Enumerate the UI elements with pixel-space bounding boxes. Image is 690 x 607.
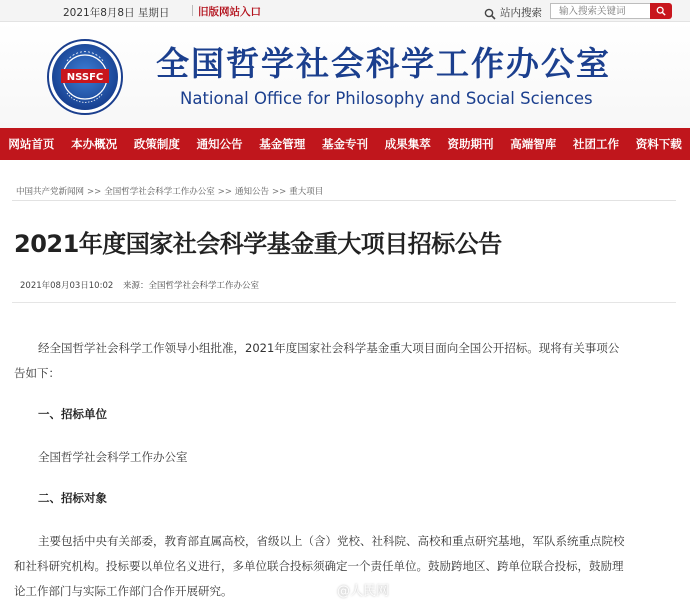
search-button[interactable] xyxy=(650,3,672,19)
breadcrumb xyxy=(16,185,323,197)
top-bar xyxy=(0,0,690,22)
article-title: 2021年度国家社会科学基金重大项目招标公告 xyxy=(14,230,502,258)
weibo-icon xyxy=(315,583,333,597)
section-heading-bidding-unit: 一、招标单位 xyxy=(38,407,107,421)
search-button-icon xyxy=(656,6,666,16)
weibo-watermark xyxy=(315,580,389,599)
nav-item-fund-management[interactable]: 基金管理 xyxy=(259,137,306,151)
nav-item-notices[interactable]: 通知公告 xyxy=(196,137,243,151)
nav-item-about[interactable]: 本办概况 xyxy=(71,137,118,151)
search-input[interactable] xyxy=(550,3,653,19)
breadcrumb-item[interactable]: 全国哲学社会科学工作办公室 xyxy=(104,187,215,197)
breadcrumb-separator: >> xyxy=(272,187,287,197)
nav-item-fund-issue[interactable]: 基金专刊 xyxy=(322,137,369,151)
nssfc-logo[interactable] xyxy=(47,39,123,115)
logo-text: NSSFC xyxy=(66,72,104,83)
site-title-english: National Office for Philosophy and Social Sciences xyxy=(180,89,593,108)
current-date: 2021年8月8日 星期日 xyxy=(63,7,170,19)
nav-item-policy[interactable]: 政策制度 xyxy=(133,137,180,151)
nav-item-achievements[interactable]: 成果集萃 xyxy=(384,137,431,151)
breadcrumb-separator: >> xyxy=(87,187,102,197)
nav-item-downloads[interactable]: 资料下载 xyxy=(635,137,682,151)
source-label: 来源： xyxy=(122,281,149,291)
meta-divider xyxy=(12,302,676,303)
article-meta xyxy=(20,279,259,291)
breadcrumb-item[interactable]: 中国共产党新闻网 xyxy=(16,187,85,197)
section-body-line-2: 和社科研究机构。投标要以单位名义进行，多单位联合投标须确定一个责任单位。鼓励跨地区、跨单位联合投标，鼓励理 xyxy=(14,559,624,573)
main-nav xyxy=(0,128,690,160)
section-body-line-1: 主要包括中央有关部委，教育部直属高校，省级以上（含）党校、社科院、高校和重点研究基地，军队系统重点院校 xyxy=(38,534,625,548)
nav-item-associations[interactable]: 社团工作 xyxy=(572,137,619,151)
breadcrumb-divider xyxy=(12,200,676,201)
site-header xyxy=(0,22,690,128)
intro-paragraph-line-1: 经全国哲学社会科学工作领导小组批准，2021年度国家社会科学基金重大项目面向全国公开招标。现将有关事项公 xyxy=(38,341,620,355)
breadcrumb-item[interactable]: 通知公告 xyxy=(235,187,270,197)
nav-item-think-tanks[interactable]: 高端智库 xyxy=(510,137,557,151)
watermark-text: @人民网 xyxy=(337,584,390,599)
search-icon xyxy=(484,5,496,17)
publish-date: 2021年08月03日10:02 xyxy=(20,281,114,291)
source-name: 全国哲学社会科学工作办公室 xyxy=(148,281,259,291)
section-body-line-3: 论工作部门与实际工作部门合作开展研究。 xyxy=(14,584,233,598)
nav-item-home[interactable]: 网站首页 xyxy=(8,137,55,151)
breadcrumb-separator: >> xyxy=(217,187,233,197)
section-heading-bidding-targets: 二、招标对象 xyxy=(38,491,107,505)
section-body-bidding-unit: 全国哲学社会科学工作办公室 xyxy=(38,450,188,464)
intro-paragraph-line-2: 告如下： xyxy=(14,366,60,380)
old-site-link[interactable]: 旧版网站入口 xyxy=(198,6,261,18)
nav-item-funded-journals[interactable]: 资助期刊 xyxy=(447,137,494,151)
site-search-label: 站内搜索 xyxy=(500,7,542,19)
site-title-chinese: 全国哲学社会科学工作办公室 xyxy=(156,44,611,83)
top-bar-divider xyxy=(192,5,193,16)
breadcrumb-item[interactable]: 重大项目 xyxy=(289,187,324,197)
